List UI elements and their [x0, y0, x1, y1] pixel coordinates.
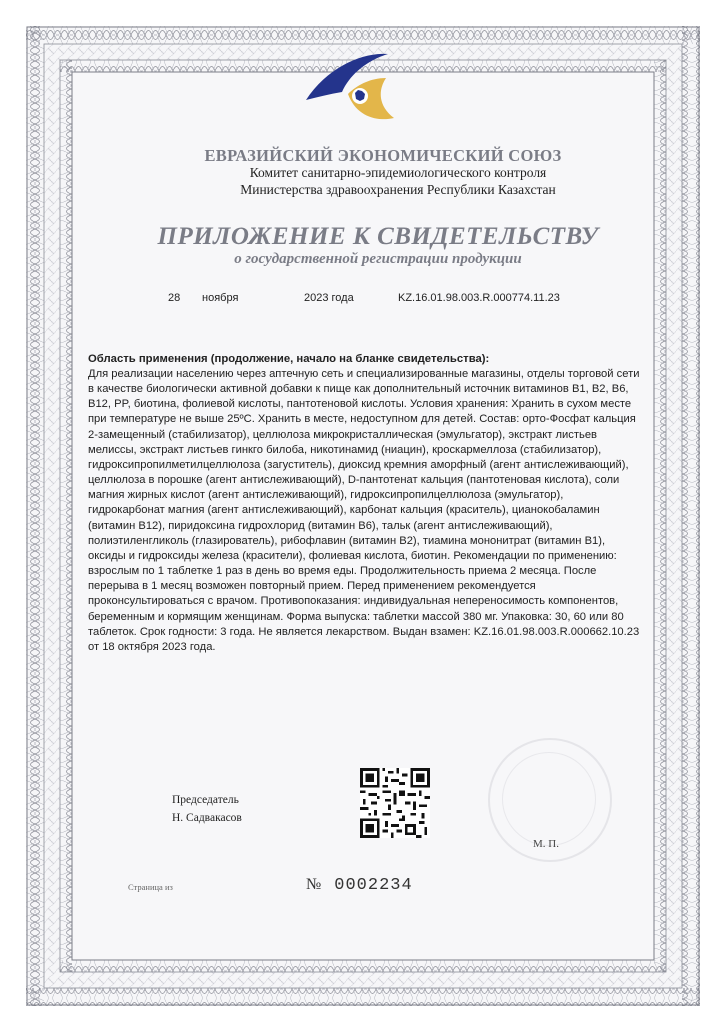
qr-code-icon [360, 768, 430, 838]
document-subtitle: о государственной регистрации продукции [234, 251, 522, 267]
signatory-title: Председатель [172, 794, 239, 806]
date-month: ноября [202, 292, 239, 304]
scope-text: Для реализации населению через аптечную сеть и специализированные магазины, отделы торговой сети в качестве биологически активной добавки к пище как дополнительный источник витаминов B1, B2, B6, B12, PP, биотина, фолиевой кислоты, пантотеновой кислоты. Условия хранения: Хранить в сухом месте при температуре не выше 25ºС. Хранить в месте, недоступном для детей. Состав: орто-Фосфат кальция 2-замещенный (стабилизатор), целлюлоза микрокристаллическая (эмульгатор), экстракт листьев мелиссы, экстракт листьев гинкго билоба, никотинамид (ниацин), кроскармеллоза (стабилизатор), гидроксипропилметилцеллюлоза (загуститель), диоксид кремния аморфный (агент антислеживающий), целлюлоза в порошке (агент антислеживающий), D-пантотенат кальция (пантотеновая кислота), соли магния жирных кислот (агент антислеживающий), гидроксипропилцеллюлоза (эмульгатор), гидрокарбонат магния (агент антислеживающий), карбонат кальция (краситель), цианокобаламин (витамин B12), пиридоксина гидрохлорид (витамин B6), тальк (агент антислеживающий), полиэтиленгликоль (глазирователь), рибофлавин (витамин B2), тиамина мононитрат (витамин B1), оксиды и гидроксиды железа (красители), фолиевая кислота, биотин. Рекомендации по применению: взрослым по 1 таблетке 1 раз в день во время еды. Продолжительность приема 2 месяца. После перерыва в 1 месяц возможен повторный прием. Перед применением рекомендуется проконсультироваться с врачом. Противопоказания: индивидуальная непереносимость компонентов, беременным и кормящим женщинам. Форма выпуска: таблетки массой 380 мг. Упаковка: 30, 60 или 80 таблеток. Срок годности: 3 года. Не является лекарством. Выдан взамен: KZ.16.01.98.003.R.000662.10.23 от 18 октября 2023 года. [88, 368, 640, 653]
authority-line-2: Министерства здравоохранения Республики Казахстан [240, 182, 556, 197]
date-year: 2023 года [304, 292, 354, 304]
certificate-page [26, 26, 700, 1006]
authority-line-1: Комитет санитарно-эпидемиологического контроля [249, 165, 547, 180]
eaeu-logo-icon [298, 48, 408, 128]
seal-place-label: М. П. [533, 838, 559, 850]
date-day: 28 [168, 292, 181, 304]
signatory-name: Н. Садвакасов [172, 812, 242, 824]
document-title: ПРИЛОЖЕНИЕ К СВИДЕТЕЛЬСТВУ [157, 223, 599, 250]
official-stamp-inner-ring [502, 752, 596, 846]
serial-number: 0002234 [334, 876, 413, 895]
serial-number-block [306, 876, 413, 895]
scope-heading: Область применения (продолжение, начало на бланке свидетельства): [88, 353, 490, 365]
registration-number: KZ.16.01.98.003.R.000774.11.23 [398, 292, 560, 304]
page-label: Страница из [128, 882, 173, 892]
organization-name: ЕВРАЗИЙСКИЙ ЭКОНОМИЧЕСКИЙ СОЮЗ [204, 146, 562, 165]
number-sign: № [306, 876, 323, 893]
